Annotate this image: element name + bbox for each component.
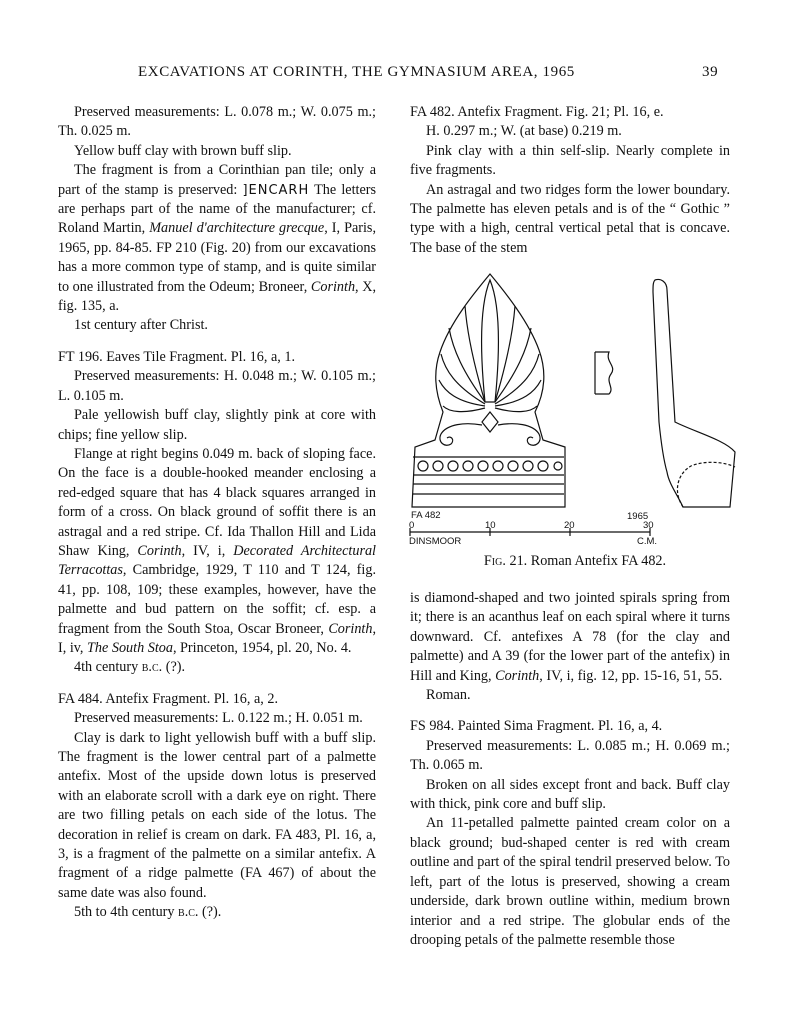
antefix-outline <box>412 274 565 507</box>
paragraph: 4th century b.c. (?). <box>74 659 186 676</box>
scale-label: 30 <box>643 520 654 531</box>
paragraph: Pink clay with a thin self-slip. Nearly complete in five fragments. <box>410 142 730 179</box>
right-column-top <box>410 103 730 258</box>
paragraph: H. 0.297 m.; W. (at base) 0.219 m. <box>426 123 622 140</box>
section-profile <box>595 352 613 394</box>
left-spiral <box>440 424 482 446</box>
central-petal <box>482 280 499 402</box>
running-title: EXCAVATIONS AT CORINTH, THE GYMNASIUM AREA, 1965 <box>138 64 575 80</box>
page-number: 39 <box>702 64 719 80</box>
entry-heading: FA 482. Antefix Fragment. Fig. 21; Pl. 16, e. <box>410 104 664 120</box>
paragraph: Roman. <box>426 687 471 704</box>
antefix-drawing <box>405 262 745 552</box>
side-view <box>653 279 735 507</box>
unit-label: C.M. <box>637 536 658 547</box>
paragraph: Broken on all sides except front and back. Buff clay with thick, pink core and buff slip. <box>410 776 730 813</box>
paragraph: Clay is dark to light yellowish buff with a buff slip. The fragment is the lower central part of a palmette antefix. Most of the upside down lotus is preserved with an elaborate scroll with a dark eye on right. There are two filling petals on each side of the lotus. The decoration in relief is cream on dark. FA 483, Pl. 16, a, 3, is a fragment of the palmette on a similar antefix. A fragment of a ridge palmette (FA 467) of about the same date was also found. <box>58 729 376 901</box>
paragraph: The fragment is from a Corinthian pan tile; only a part of the stamp is preserved: ]ENCARH The letters are perhaps part of the name of the manufacturer; cf. Roland Martin, Manuel d'architecture grecque, I, Paris, 1965, pp. 84-85. FP 210 (Fig. 20) from our excavations has a more common type of stamp, and is quite similar to one illustrated from the Odeum; Broneer, Corinth, X, fig. 135, a. <box>58 162 377 315</box>
paragraph: Pale yellowish buff clay, slightly pink at core with chips; fine yellow slip. <box>58 407 376 443</box>
paragraph: 5th to 4th century b.c. (?). <box>74 904 222 921</box>
paragraph: Preserved measurements: L. 0.078 m.; W. 0.075 m.; Th. 0.025 m. <box>58 104 376 140</box>
paragraph: Flange at right begins 0.049 m. back of sloping face. On the face is a double-hooked meander enclosing a red-edged square that has 4 black squares arranged in form of a cross. On black ground of soffit there is an astragal and a red stripe. Cf. Ida Thallon Hill and Lida Shaw King, Corinth, IV, i, Decorated Architectural Terracottas, Cambridge, 1929, T 110 and T 124, fig. 41, pp. 108, 109; these examples, however, have the palmette and bud pattern on the soffit; cf. esp. a fragment from the South Stoa, Oscar Broneer, Corinth, I, iv, The South Stoa, Princeton, 1954, pl. 20, No. 4. <box>58 445 377 656</box>
left-column <box>58 103 376 923</box>
right-column-bottom <box>410 589 730 950</box>
entry-heading: FA 484. Antefix Fragment. Pl. 16, a, 2. <box>58 690 279 707</box>
paragraph: Yellow buff clay with brown buff slip. <box>74 142 292 159</box>
stamp-inscription: ]ENCARH <box>242 182 310 198</box>
entry-heading: FS 984. Painted Sima Fragment. Pl. 16, a, 4. <box>410 718 663 735</box>
paragraph: Preserved measurements: H. 0.048 m.; W. 0.105 m.; L. 0.105 m. <box>58 368 376 404</box>
stem-base <box>482 412 498 432</box>
paragraph: An 11-petalled palmette painted cream color on a black ground; bud-shaped center is red with cream outline and part of the spiral tendril preserved below. To left, part of the lotus is preserved, showing a cream underside, dark brown outline within, medium brown interior and a red stripe. The globular ends of the drooping petals of the palmette resemble those <box>410 815 730 948</box>
artist-label: DINSMOOR <box>409 536 462 547</box>
figure-caption: Fig. 21. Roman Antefix FA 482. <box>483 553 667 569</box>
paragraph: Preserved measurements: L. 0.085 m.; H. 0.069 m.; Th. 0.065 m. <box>410 737 730 774</box>
scale-label: 20 <box>564 520 575 531</box>
paragraph: 1st century after Christ. <box>74 317 208 334</box>
right-spiral <box>498 424 540 446</box>
scale-label: 10 <box>485 520 496 531</box>
scale-label: 0 <box>409 520 415 531</box>
entry-heading: FT 196. Eaves Tile Fragment. Pl. 16, a, 1. <box>58 348 295 365</box>
paragraph: An astragal and two ridges form the lower boundary. The palmette has eleven petals and is of the “ Gothic ” type with a high, central vertical petal that is concave. The base of the stem <box>410 181 730 256</box>
paragraph: is diamond-shaped and two jointed spirals spring from it; there is an acanthus leaf on each spiral where it turns downward. Cf. antefixes A 78 (for the clay and palmette) and A 39 (for the lower part of the antefix) in Hill and King, Corinth, IV, i, fig. 12, pp. 15-16, 51, 55. <box>410 590 730 684</box>
figure-year-label: 1965 <box>627 511 649 522</box>
paragraph: Preserved measurements: L. 0.122 m.; H. 0.051 m. <box>74 710 363 727</box>
figure-21 <box>405 262 745 574</box>
figure-id-label: FA 482 <box>411 510 441 521</box>
running-header <box>0 64 789 86</box>
